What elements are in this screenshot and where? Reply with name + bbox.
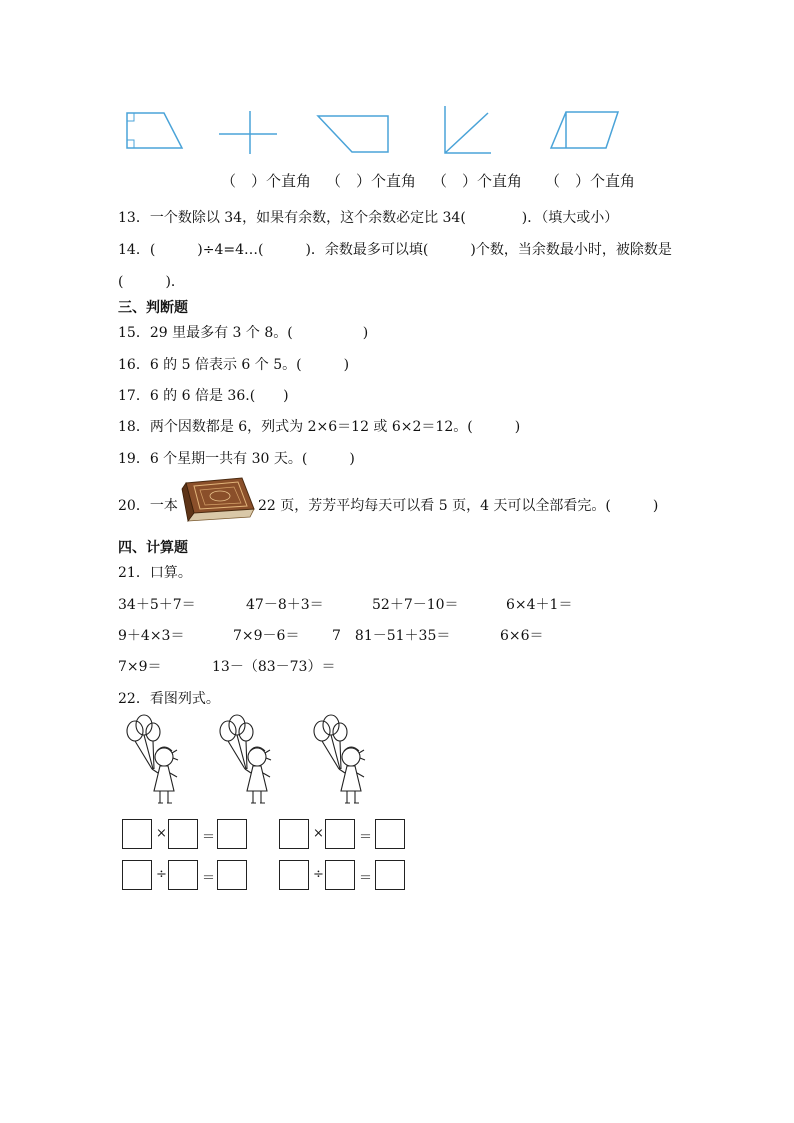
girl-with-balloons-image: [122, 713, 188, 809]
multiply-sign: ×: [156, 826, 167, 841]
divide-sign: ÷: [313, 867, 324, 882]
question-21: 21．口算。: [118, 565, 192, 581]
parallelogram-figure: [548, 108, 622, 154]
answer-box[interactable]: [168, 819, 198, 849]
calc-item: 6×4＋1＝: [506, 597, 573, 613]
angle-figure: [440, 103, 494, 157]
book-image: [180, 475, 258, 525]
divide-sign: ÷: [156, 867, 167, 882]
answer-box[interactable]: [217, 860, 247, 890]
calc-item: 7×9－6＝: [233, 628, 300, 644]
equals-sign: ＝: [359, 871, 373, 886]
question-14: 14．( )÷4=4…( )．余数最多可以填( )个数，当余数最小时，被除数是: [118, 242, 672, 258]
answer-box[interactable]: [217, 819, 247, 849]
calc-item: 13－（83－73）＝: [212, 659, 336, 675]
question-15: 15．29 里最多有 3 个 8。( ): [118, 325, 369, 341]
answer-box[interactable]: [325, 819, 355, 849]
question-19: 19．6 个星期一共有 30 天。( ): [118, 451, 355, 467]
equals-sign: ＝: [359, 830, 373, 845]
equals-sign: ＝: [202, 871, 216, 886]
answer-box[interactable]: [168, 860, 198, 890]
question-22: 22．看图列式。: [118, 691, 220, 707]
calc-item: 52＋7－10＝: [372, 597, 459, 613]
question-16: 16．6 的 5 倍表示 6 个 5。( ): [118, 357, 350, 373]
answer-box[interactable]: [279, 819, 309, 849]
section-heading-calculation: 四、计算题: [118, 540, 188, 556]
calc-item: 7×9＝: [118, 659, 162, 675]
angle-count-label: （ ）个直角: [545, 172, 636, 190]
multiply-sign: ×: [313, 826, 324, 841]
answer-box[interactable]: [122, 860, 152, 890]
question-14-cont: ( )．: [118, 274, 185, 290]
angle-count-label: （ ）个直角: [432, 172, 523, 190]
girl-with-balloons-image: [215, 713, 281, 809]
right-trapezoid-figure: [316, 112, 392, 156]
calc-item: 6×6＝: [500, 628, 544, 644]
answer-box[interactable]: [122, 819, 152, 849]
answer-box[interactable]: [279, 860, 309, 890]
question-18: 18．两个因数都是 6，列式为 2×6＝12 或 6×2＝12。( ): [118, 419, 521, 435]
trapezoid-figure: [124, 108, 186, 154]
angle-count-label: （ ）个直角: [326, 172, 417, 190]
girl-with-balloons-image: [309, 713, 375, 809]
calc-item: 34＋5＋7＝: [118, 597, 196, 613]
calc-item: 9＋4×3＝: [118, 628, 185, 644]
equals-sign: ＝: [202, 830, 216, 845]
question-20-start: 20．一本: [118, 498, 178, 514]
calc-item: 7 81－51＋35＝: [332, 628, 451, 644]
calc-item: 47－8＋3＝: [246, 597, 324, 613]
question-20-end: 22 页，芳芳平均每天可以看 5 页，4 天可以全部看完。( ): [258, 498, 659, 514]
answer-box[interactable]: [375, 819, 405, 849]
angle-count-label: （ ）个直角: [221, 172, 312, 190]
section-heading-judgement: 三、判断题: [118, 300, 188, 316]
answer-box[interactable]: [325, 860, 355, 890]
question-13: 13．一个数除以 34，如果有余数，这个余数必定比 34( )．（填大或小）: [118, 210, 619, 226]
answer-box[interactable]: [375, 860, 405, 890]
cross-figure: [216, 108, 280, 156]
question-17: 17．6 的 6 倍是 36.( ): [118, 388, 289, 404]
